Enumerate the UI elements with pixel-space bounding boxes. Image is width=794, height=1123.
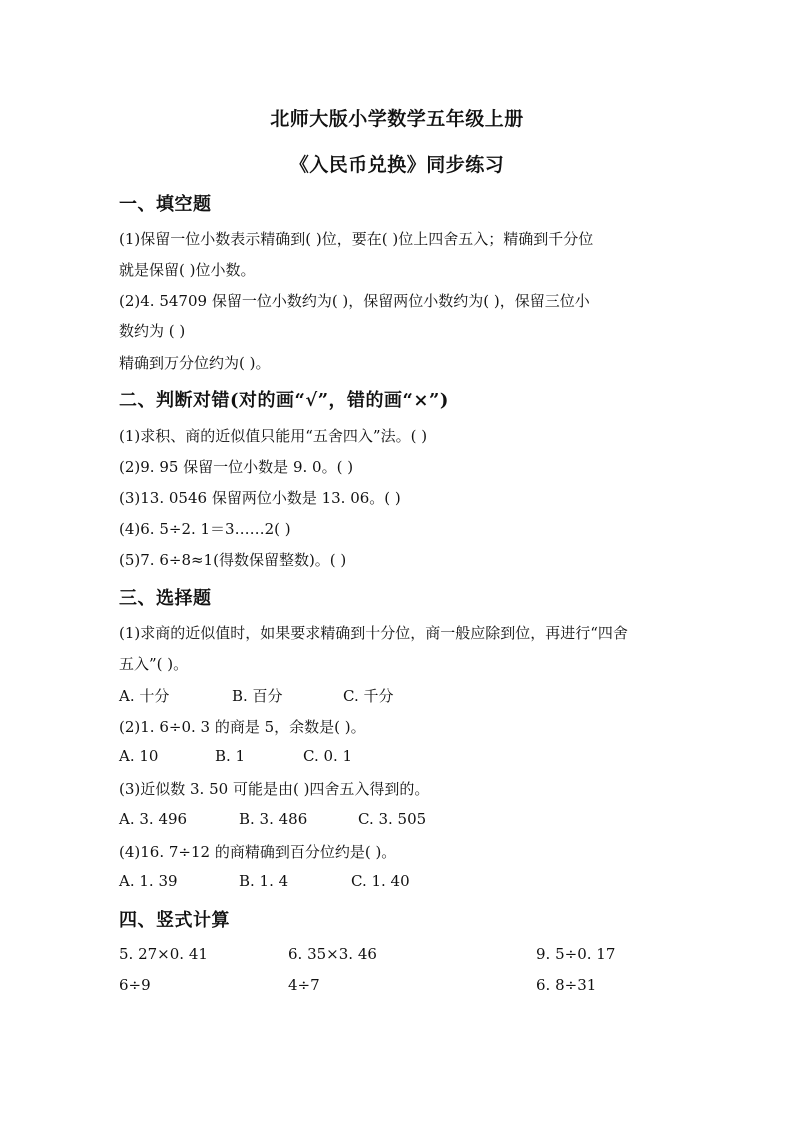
section-heading-true-false: 二、判断对错(对的画“√”，错的画“×”) [119, 390, 449, 411]
choice-option: B. 1 [215, 747, 246, 765]
choice-option: A. 3. 496 [119, 810, 188, 828]
choice-option: A. 十分 [119, 687, 170, 705]
judgment-item: (4)6. 5÷2. 1＝3……2( ) [119, 520, 291, 538]
question-text: (2)1. 6÷0. 3 的商是 5，余数是( )。 [119, 718, 366, 736]
question-text: 五入”( )。 [119, 655, 189, 673]
choice-option: B. 3. 486 [239, 810, 308, 828]
judgment-item: (5)7. 6÷8≈1(得数保留整数)。( ) [119, 551, 347, 569]
question-text: (2)4. 54709 保留一位小数约为( )，保留两位小数约为( )，保留三位小 [119, 292, 590, 310]
calculation-problem: 6. 35×3. 46 [288, 945, 377, 963]
question-text: (3)近似数 3. 50 可能是由( )四舍五入得到的。 [119, 780, 430, 798]
page-title: 北师大版小学数学五年级上册 [270, 108, 524, 130]
section-heading-multiple-choice: 三、选择题 [119, 588, 212, 609]
section-heading-fill-blank: 一、填空题 [119, 194, 212, 215]
choice-option: B. 百分 [232, 687, 283, 705]
choice-option: A. 1. 39 [119, 872, 178, 890]
choice-option: A. 10 [119, 747, 159, 765]
choice-option: C. 3. 505 [358, 810, 427, 828]
question-text: (4)16. 7÷12 的商精确到百分位约是( )。 [119, 843, 397, 861]
choice-option: B. 1. 4 [239, 872, 289, 890]
calculation-problem: 4÷7 [288, 976, 320, 994]
judgment-item: (3)13. 0546 保留两位小数是 13. 06。( ) [119, 489, 401, 507]
question-text: 数约为 ( ) [119, 322, 186, 340]
judgment-item: (1)求积、商的近似值只能用“五舍四入”法。( ) [119, 427, 428, 445]
judgment-item: (2)9. 95 保留一位小数是 9. 0。( ) [119, 458, 354, 476]
calculation-problem: 6. 8÷31 [536, 976, 597, 994]
question-text: 精确到万分位约为( )。 [119, 354, 271, 372]
question-text: (1)保留一位小数表示精确到( )位，要在( )位上四舍五入；精确到千分位 [119, 230, 594, 248]
page-subtitle: 《入民币兑换》同步练习 [289, 154, 505, 176]
calculation-problem: 9. 5÷0. 17 [536, 945, 616, 963]
choice-option: C. 千分 [343, 687, 394, 705]
calculation-problem: 5. 27×0. 41 [119, 945, 208, 963]
section-heading-vertical-calculation: 四、竖式计算 [119, 910, 230, 931]
choice-option: C. 0. 1 [303, 747, 353, 765]
question-text: (1)求商的近似值时，如果要求精确到十分位，商一般应除到位，再进行“四舍 [119, 624, 628, 642]
question-text: 就是保留( )位小数。 [119, 261, 256, 279]
calculation-problem: 6÷9 [119, 976, 151, 994]
choice-option: C. 1. 40 [351, 872, 410, 890]
